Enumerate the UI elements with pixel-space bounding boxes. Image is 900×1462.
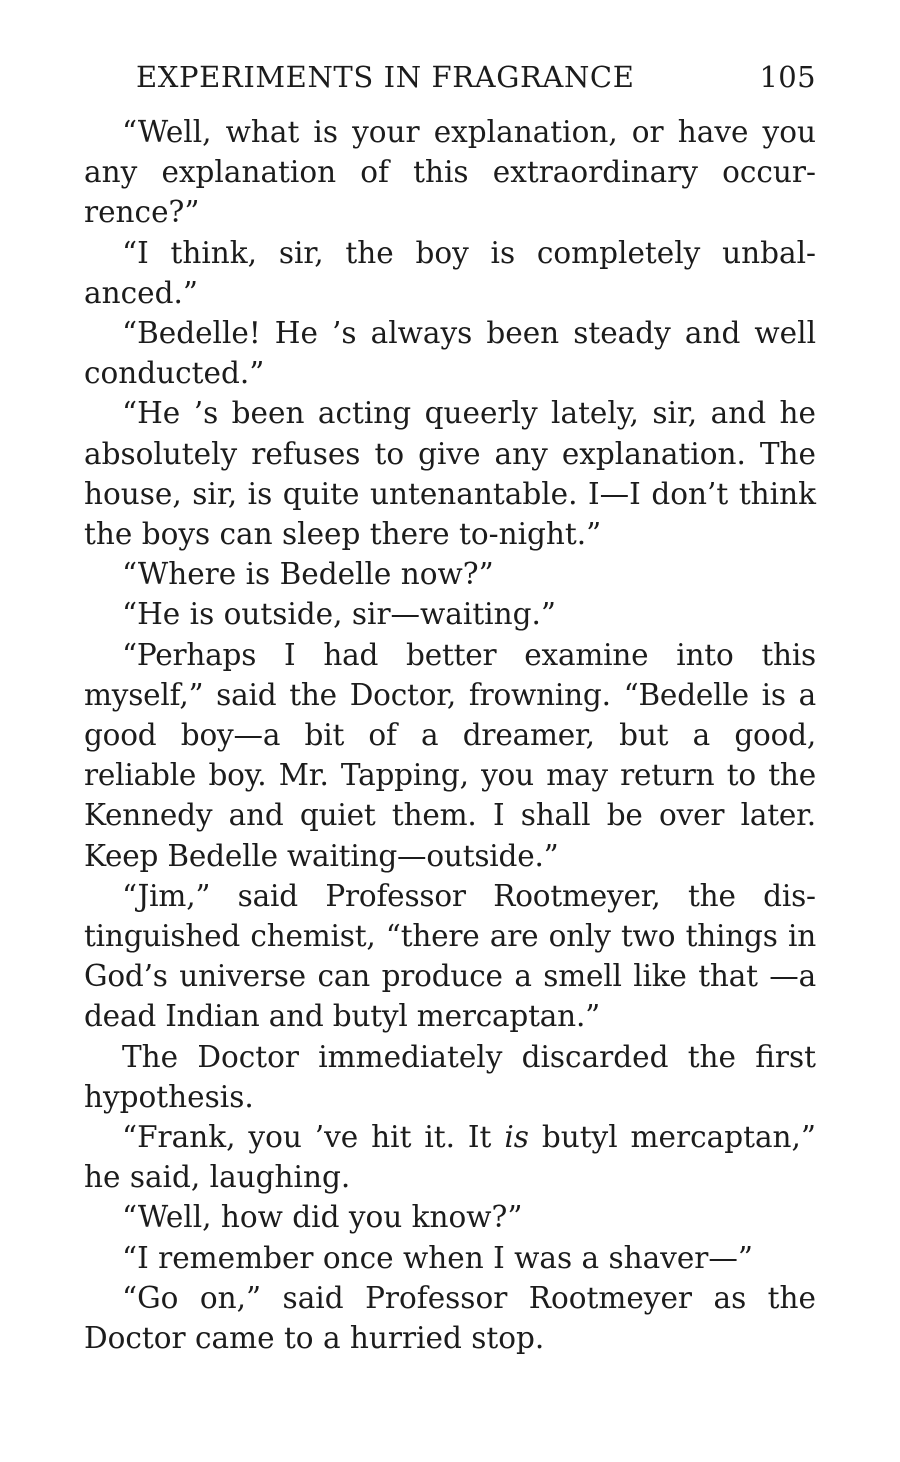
paragraph: “I remember once when I was a shaver—”: [122, 1240, 753, 1275]
paragraph: “He is outside, sir—waiting.”: [122, 597, 556, 632]
paragraph: “He ’s been acting queerly lately, sir, and he absolutely refuses to give any explanation. The house, sir, is quite untenantable. I—I don’t think the boys can sleep there to-night.”: [84, 396, 816, 552]
paragraph: [84, 1117, 816, 1197]
body-text: [84, 112, 816, 1358]
emphasis-text: is: [504, 1120, 529, 1155]
book-page: [84, 58, 816, 1358]
paragraph: “Where is Bedelle now?”: [122, 557, 494, 592]
paragraph-text: butyl mercaptan,” he said, laughing.: [84, 1120, 816, 1195]
paragraph-text: “Frank, you ’ve hit it. It: [122, 1120, 505, 1155]
paragraph: “Well, how did you know?”: [122, 1200, 523, 1235]
paragraph: “Go on,” said Professor Rootmeyer as the Doctor came to a hurried stop.: [84, 1280, 816, 1356]
page-number: 105: [759, 60, 816, 94]
paragraph: “Bedelle! He ’s always been steady and well conducted.”: [84, 316, 816, 391]
paragraph: The Doctor immediately discarded the first hypothesis.: [84, 1039, 816, 1114]
paragraph: “Well, what is your explanation, or have you any explanation of this extraordinary occurrence?”: [84, 115, 816, 230]
chapter-title: EXPERIMENTS IN FRAGRANCE: [136, 60, 635, 94]
paragraph: “Perhaps I had better examine into this myself,” said the Doctor, frowning. “Bedelle is a good boy—a bit of a dreamer, but a good, reliable boy. Mr. Tapping, you may return to the Kennedy and quiet them. I shall be over later. Keep Bedelle waiting—outside.”: [84, 637, 816, 873]
paragraph: “Jim,” said Professor Rootmeyer, the distinguished chemist, “there are only two things in God’s universe can produce a smell like that —a dead Indian and butyl mercaptan.”: [84, 878, 816, 1034]
paragraph: “I think, sir, the boy is completely unbalanced.”: [84, 235, 816, 310]
running-head: [84, 58, 816, 96]
